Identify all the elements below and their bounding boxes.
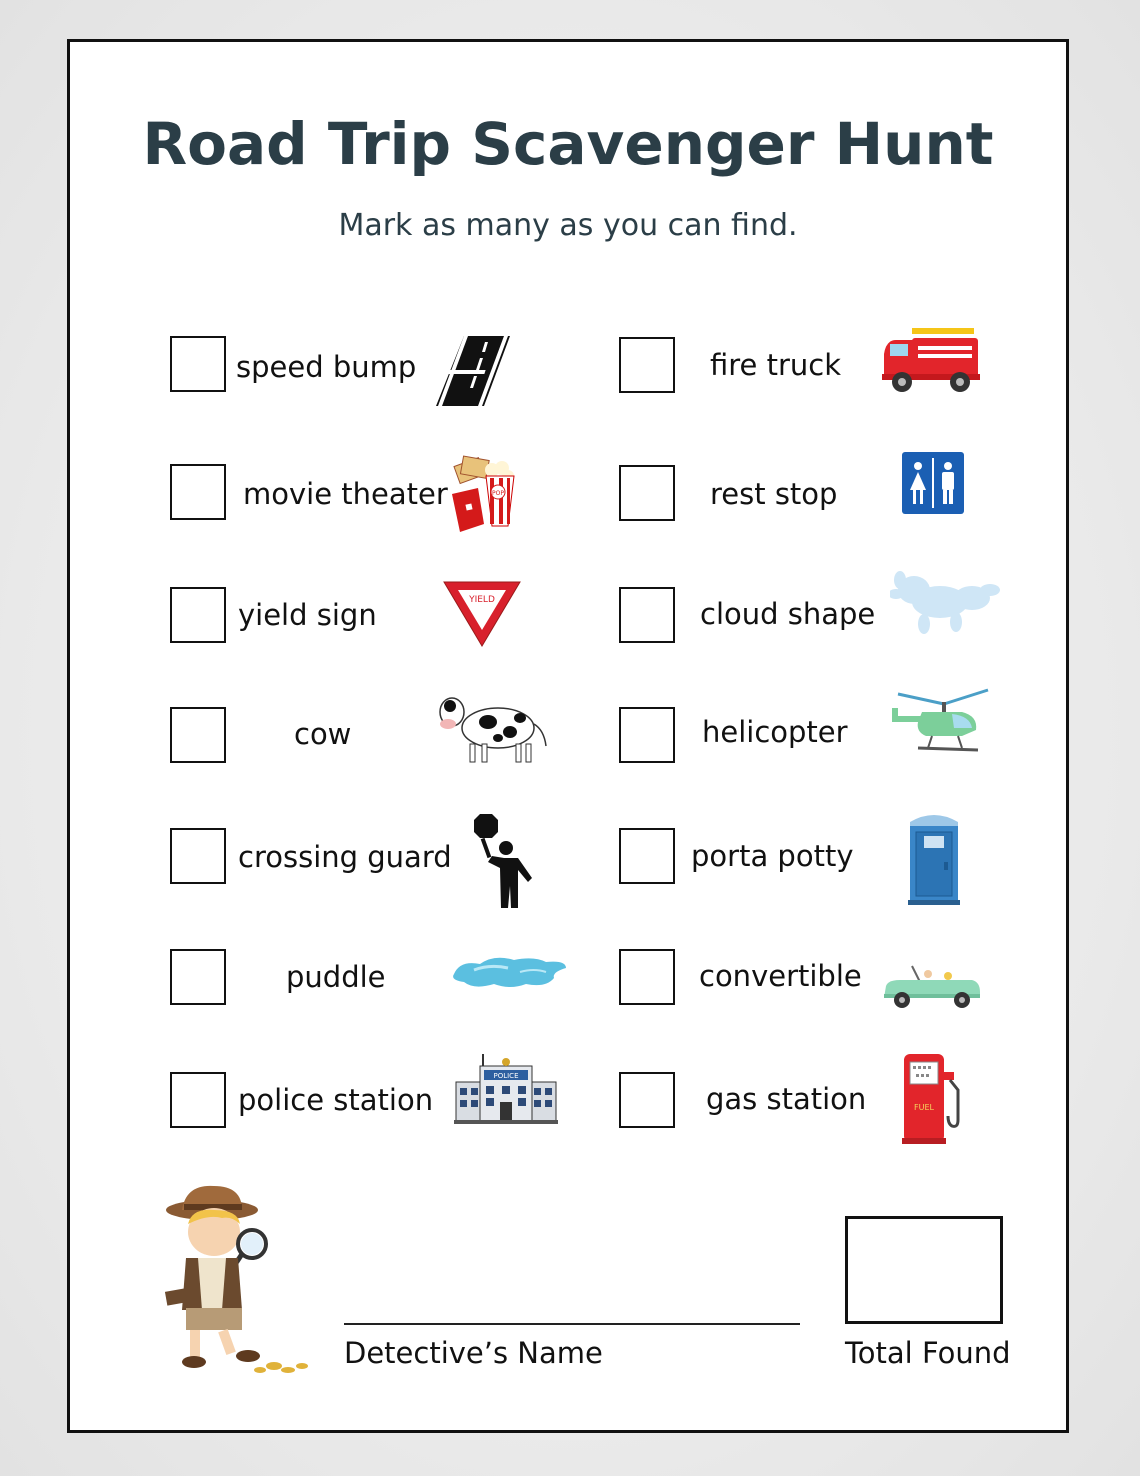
item-label-cow: cow — [294, 717, 352, 751]
detective-boy-illustration — [152, 1180, 308, 1380]
worksheet — [67, 39, 1069, 1433]
fuel-text: FUEL — [914, 1103, 934, 1112]
cloud-dog-icon — [890, 568, 1000, 638]
item-label-crossing-guard: crossing guard — [238, 840, 452, 874]
checkbox-rest-stop[interactable] — [619, 465, 675, 521]
item-label-puddle: puddle — [286, 960, 386, 994]
total-found-box[interactable] — [845, 1216, 1003, 1324]
page-title: Road Trip Scavenger Hunt — [142, 110, 994, 178]
checkbox-convertible[interactable] — [619, 949, 675, 1005]
helicopter-icon — [892, 686, 992, 758]
item-label-gas-station: gas station — [706, 1082, 867, 1116]
porta-potty-icon — [908, 810, 960, 906]
checkbox-yield-sign[interactable] — [170, 587, 226, 643]
total-found-caption: Total Found — [845, 1336, 1011, 1370]
checkbox-fire-truck[interactable] — [619, 337, 675, 393]
restroom-sign-icon — [902, 452, 964, 514]
checkbox-porta-potty[interactable] — [619, 828, 675, 884]
item-label-cloud-shape: cloud shape — [700, 597, 876, 631]
item-label-police-station: police station — [238, 1083, 434, 1117]
crossing-guard-icon — [474, 812, 538, 912]
item-label-convertible: convertible — [699, 959, 862, 993]
checkbox-movie-theater[interactable] — [170, 464, 226, 520]
item-label-speed-bump: speed bump — [236, 350, 417, 384]
item-label-yield-sign: yield sign — [238, 598, 377, 632]
puddle-icon — [450, 950, 570, 994]
yield-sign-icon — [440, 578, 524, 650]
fire-truck-icon — [882, 324, 982, 396]
police-text: POLICE — [493, 1072, 519, 1080]
yield-text: YIELD — [469, 595, 495, 605]
checkbox-puddle[interactable] — [170, 949, 226, 1005]
checkbox-helicopter[interactable] — [619, 707, 675, 763]
detective-name-line[interactable] — [344, 1323, 800, 1325]
convertible-car-icon — [882, 960, 982, 1010]
checkbox-crossing-guard[interactable] — [170, 828, 226, 884]
checkbox-cow[interactable] — [170, 707, 226, 763]
checkbox-gas-station[interactable] — [619, 1072, 675, 1128]
police-station-icon — [454, 1052, 558, 1126]
detective-name-caption: Detective’s Name — [344, 1336, 603, 1370]
item-label-porta-potty: porta potty — [691, 839, 854, 873]
fuel-pump-icon — [902, 1050, 966, 1146]
road-icon — [434, 332, 514, 410]
page-subtitle: Mark as many as you can find. — [338, 208, 798, 243]
item-label-movie-theater: movie theater — [243, 477, 448, 511]
checkbox-speed-bump[interactable] — [170, 336, 226, 392]
item-label-fire-truck: fire truck — [710, 348, 842, 382]
item-label-helicopter: helicopter — [702, 715, 848, 749]
popcorn-tickets-icon — [448, 454, 518, 534]
item-label-rest-stop: rest stop — [710, 477, 838, 511]
checkbox-police-station[interactable] — [170, 1072, 226, 1128]
pop-text: POP — [492, 490, 504, 497]
checkbox-cloud-shape[interactable] — [619, 587, 675, 643]
cow-icon — [432, 686, 552, 768]
